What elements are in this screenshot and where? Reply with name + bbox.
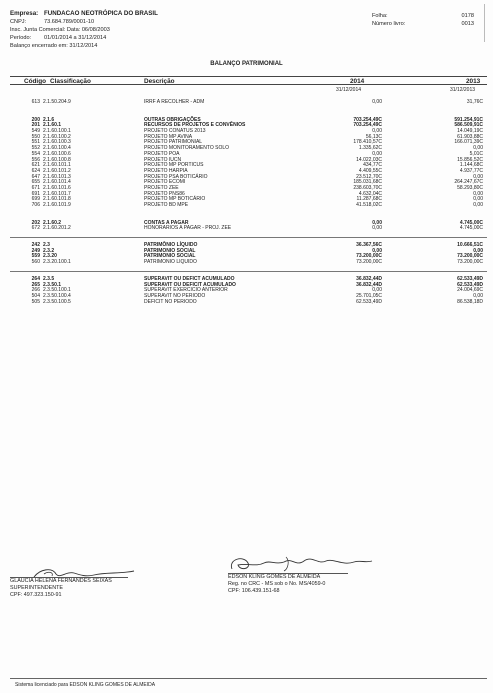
signer-right-reg: Reg. no CRC - MS sob o No. MS/4059-0 bbox=[228, 580, 326, 587]
signer-left-role: SUPERINTENDENTE bbox=[10, 584, 64, 591]
row-classification: 2.1.60.100.2 bbox=[43, 133, 71, 140]
row-description: PROJETO PNS86 bbox=[144, 190, 185, 197]
row-value-2014: 14.022,03C bbox=[356, 156, 382, 163]
row-value-2013: 31,76C bbox=[466, 99, 483, 105]
row-description: PATRIMONIO SOCIAL bbox=[144, 253, 196, 260]
date-2014: 31/12/2014 bbox=[336, 87, 362, 93]
folha-label: Folha: bbox=[372, 13, 388, 19]
row-value-2013: 73.200,00C bbox=[457, 259, 483, 266]
row-description: PROJETO ZEE bbox=[144, 184, 179, 191]
row-description: PROJETO POA bbox=[144, 150, 180, 157]
row-value-2014: 36.832,44D bbox=[356, 281, 382, 288]
row-value-2014: 0,00 bbox=[372, 128, 382, 135]
livro-label: Número livro: bbox=[372, 21, 406, 27]
row-value-2014: 41.518,02C bbox=[356, 202, 382, 208]
table-header bbox=[10, 76, 487, 85]
row-code: 699 bbox=[31, 196, 40, 203]
balanco-text: Balanço encerrado em: 31/12/2014 bbox=[10, 43, 98, 49]
row-classification: 2.1.60.101.7 bbox=[43, 190, 71, 197]
row-classification: 2.1.60.101.6 bbox=[43, 184, 71, 191]
row-classification: 2.3.20.100.1 bbox=[43, 259, 71, 266]
row-value-2014: 703.254,49C bbox=[353, 116, 382, 123]
row-classification: 2.3.20 bbox=[43, 253, 57, 260]
row-value-2014: 4.632,04C bbox=[358, 190, 382, 197]
cnpj-value: 73.684.789/0001-10 bbox=[44, 19, 95, 25]
row-value-2014: 0,00 bbox=[372, 219, 382, 226]
row-classification: 2.3.5 bbox=[43, 275, 55, 282]
header-codigo: Código bbox=[24, 78, 47, 85]
row-code: 201 bbox=[31, 122, 40, 129]
row-description: PATRIMÔNIO LÍQUIDO bbox=[144, 242, 198, 249]
row-value-2014: 36.367,56C bbox=[356, 242, 382, 249]
row-code: 556 bbox=[31, 156, 40, 163]
row-code: 672 bbox=[31, 225, 40, 232]
row-classification: 2.1.60.1 bbox=[43, 122, 62, 129]
row-value-2013: 58.293,80C bbox=[457, 184, 483, 191]
row-value-2013: 1.144,68C bbox=[459, 162, 483, 169]
header-2014: 2014 bbox=[350, 78, 365, 85]
row-classification: 2.1.60.100.3 bbox=[43, 139, 71, 146]
row-code: 202 bbox=[31, 219, 40, 226]
row-code: 647 bbox=[31, 173, 40, 180]
row-description: PROJETO CONATUS 2013 bbox=[144, 128, 206, 135]
row-description: HONORARIOS A PAGAR - PROJ. ZEE bbox=[144, 225, 232, 232]
row-value-2014: 25.701,05C bbox=[356, 292, 382, 299]
folha-row bbox=[372, 12, 474, 20]
row-code: 624 bbox=[31, 167, 40, 174]
row-description: IRRF A RECOLHER - ADM bbox=[144, 99, 205, 105]
row-value-2014: 0,00 bbox=[372, 287, 382, 294]
row-value-2013: 61.903,88C bbox=[457, 133, 483, 140]
row-classification: 2.1.60.100.6 bbox=[43, 150, 71, 157]
row-code: 550 bbox=[31, 133, 40, 140]
row-code: 691 bbox=[31, 190, 40, 197]
folha-value: 0178 bbox=[461, 13, 474, 19]
row-classification: 2.1.60.100.8 bbox=[43, 156, 71, 163]
empresa-value: FUNDACAO NEOTRÓPICA DO BRASIL bbox=[44, 10, 158, 17]
row-description: PROJETO MP AVINA bbox=[144, 133, 193, 140]
row-description: CONTAS A PAGAR bbox=[144, 219, 189, 226]
row-spacer bbox=[10, 208, 487, 220]
row-classification: 2.1.60.101.2 bbox=[43, 167, 71, 174]
row-value-2013: 0,00 bbox=[473, 190, 483, 197]
table-row bbox=[10, 299, 487, 305]
row-code: 200 bbox=[31, 116, 40, 123]
row-description: PATRIMONIO LIQUIDO bbox=[144, 259, 197, 266]
row-value-2014: 73.200,00C bbox=[356, 259, 382, 266]
row-code: 505 bbox=[31, 298, 40, 305]
footer-divider bbox=[10, 678, 487, 679]
footer-text: Sistema licenciado para EDSON KLING GOMES DE ALMEIDA bbox=[15, 682, 156, 688]
row-code: 264 bbox=[31, 275, 40, 282]
row-code: 559 bbox=[31, 253, 40, 260]
periodo-value: 01/01/2014 a 31/12/2014 bbox=[44, 35, 107, 41]
row-value-2013: 0,00 bbox=[473, 145, 483, 152]
row-description: PROJETO PSA BOTICÁRIO bbox=[144, 173, 208, 180]
row-code: 265 bbox=[31, 281, 40, 288]
row-spacer bbox=[10, 231, 487, 238]
row-value-2013: 10.666,51C bbox=[457, 242, 483, 249]
row-value-2014: 185.031,68C bbox=[353, 179, 382, 186]
row-code: 560 bbox=[31, 259, 40, 266]
row-value-2014: 0,00 bbox=[372, 150, 382, 157]
row-classification: 2.1.60.101.9 bbox=[43, 202, 71, 208]
row-description: PROJETO ECOMI bbox=[144, 179, 186, 186]
row-value-2013: 264.247,67C bbox=[454, 179, 483, 186]
row-value-2013: 15.856,52C bbox=[457, 156, 483, 163]
row-code: 504 bbox=[31, 292, 40, 299]
row-description: PROJETO IUCN bbox=[144, 156, 182, 163]
row-code: 671 bbox=[31, 184, 40, 191]
table-body bbox=[10, 99, 487, 304]
row-code: 266 bbox=[31, 287, 40, 294]
row-classification: 2.1.50.204.9 bbox=[43, 99, 71, 105]
row-classification: 2.1.60.2 bbox=[43, 219, 62, 226]
row-value-2014: 434,77C bbox=[363, 162, 382, 169]
row-description: DEFICIT NO PERIODO bbox=[144, 298, 197, 305]
row-classification: 2.3.50.1 bbox=[43, 281, 62, 288]
signer-left-cpf: CPF: 497.323.150-91 bbox=[10, 591, 62, 598]
row-value-2013: 5,01C bbox=[469, 150, 483, 157]
signer-right-cpf: CPF: 106.439.151-68 bbox=[228, 587, 280, 594]
row-classification: 2.1.60.101.1 bbox=[43, 162, 71, 169]
row-value-2013: 14.049,19C bbox=[457, 128, 483, 135]
row-classification: 2.3 bbox=[43, 242, 50, 249]
row-value-2014: 62.533,49D bbox=[356, 298, 382, 305]
row-spacer bbox=[10, 265, 487, 272]
row-value-2014: 11.287,68C bbox=[356, 196, 382, 203]
row-code: 655 bbox=[31, 179, 40, 186]
row-classification: 2.1.60.101.4 bbox=[43, 179, 71, 186]
row-description: SUPERAVIT NO PERIODO bbox=[144, 292, 206, 299]
livro-row bbox=[372, 20, 474, 28]
row-classification: 2.1.60.100.4 bbox=[43, 145, 71, 152]
row-code: 706 bbox=[31, 202, 40, 208]
row-value-2013: 4.745,00C bbox=[459, 225, 483, 232]
row-description: PROJETO MONITORAMENTO SOLO bbox=[144, 145, 230, 152]
row-classification: 2.3.2 bbox=[43, 247, 55, 254]
row-value-2014: 36.832,44D bbox=[356, 275, 382, 282]
row-value-2013: 0,00 bbox=[473, 196, 483, 203]
row-value-2013: 24.004,69C bbox=[457, 287, 483, 294]
row-description: PATRIMONIO SOCIAL bbox=[144, 247, 196, 254]
row-code: 549 bbox=[31, 128, 40, 135]
empresa-label: Empresa: bbox=[10, 10, 39, 17]
row-code: 552 bbox=[31, 145, 40, 152]
row-value-2013: 0,00 bbox=[473, 173, 483, 180]
row-classification: 2.3.50.100.1 bbox=[43, 287, 71, 294]
signature-right bbox=[228, 574, 325, 594]
balanco-row bbox=[10, 42, 485, 50]
row-value-2013: 0,00 bbox=[473, 292, 483, 299]
row-code: 242 bbox=[31, 242, 40, 249]
folha-header bbox=[372, 12, 474, 28]
row-description: SUPERAVIT OU DEFICIT ACUMULADO bbox=[144, 281, 236, 288]
row-description: SUPERAVIT OU DEFICT ACUMULADO bbox=[144, 275, 235, 282]
row-value-2014: 1.335,62C bbox=[358, 145, 382, 152]
row-value-2014: 178.410,57C bbox=[353, 139, 382, 146]
row-description: PROJETO BD MPE bbox=[144, 202, 189, 208]
row-classification: 2.1.6 bbox=[43, 116, 55, 123]
row-code: 613 bbox=[31, 99, 40, 105]
signer-left-name: GLAUCIA HELENA FERNANDES SEIXAS bbox=[10, 578, 112, 584]
row-value-2013: 62.533,49D bbox=[457, 275, 483, 282]
row-value-2014: 23.512,70C bbox=[356, 173, 382, 180]
row-description: OUTRAS OBRIGAÇÕES bbox=[144, 116, 201, 123]
row-value-2014: 0,00 bbox=[372, 99, 382, 105]
row-classification: 2.1.60.101.3 bbox=[43, 173, 71, 180]
row-description: PROJETO MP BOTICÁRIO bbox=[144, 196, 206, 203]
signer-right-name: EDSON KLING GOMES DE ALMEIDA bbox=[228, 574, 321, 580]
row-value-2013: 62.533,49D bbox=[457, 281, 483, 288]
periodo-label: Período: bbox=[10, 35, 32, 41]
row-value-2014: 4.409,55C bbox=[358, 167, 382, 174]
row-description: RECURSOS DE PROJETOS E CONVÊNIOS bbox=[144, 122, 246, 129]
row-value-2014: 0,00 bbox=[372, 225, 382, 232]
row-value-2013: 0,00 bbox=[473, 202, 483, 208]
signature-left bbox=[10, 578, 112, 598]
row-value-2013: 4.937,77C bbox=[459, 167, 483, 174]
row-value-2013: 591.254,91C bbox=[454, 116, 483, 123]
row-value-2013: 166.071,39C bbox=[454, 139, 483, 146]
date-2013: 31/12/2013 bbox=[450, 87, 476, 93]
row-description: SUPERAVIT EXERCICIO ANTERIOR bbox=[144, 287, 228, 294]
signature-right-icon bbox=[226, 553, 376, 575]
row-code: 554 bbox=[31, 150, 40, 157]
row-value-2014: 703.254,49C bbox=[353, 122, 382, 129]
row-value-2014: 0,00 bbox=[372, 247, 382, 254]
row-classification: 2.3.50.100.4 bbox=[43, 292, 71, 299]
junta-text: Insc. Junta Comercial: Data: 06/08/2003 bbox=[10, 27, 110, 33]
row-description: PROJETO MP PORTICUS bbox=[144, 162, 204, 169]
row-value-2013: 586.509,91C bbox=[454, 122, 483, 129]
row-classification: 2.1.60.101.8 bbox=[43, 196, 71, 203]
row-classification: 2.1.60.100.1 bbox=[43, 128, 71, 135]
row-code: 551 bbox=[31, 139, 40, 146]
row-code: 621 bbox=[31, 162, 40, 169]
row-description: PROJETO HARPIA bbox=[144, 167, 188, 174]
row-spacer bbox=[10, 105, 487, 117]
row-value-2013: 0,00 bbox=[473, 247, 483, 254]
periodo-row bbox=[10, 34, 485, 42]
livro-value: 0013 bbox=[461, 21, 474, 27]
cnpj-label: CNPJ: bbox=[10, 19, 27, 25]
page-title: BALANÇO PATRIMONIAL bbox=[210, 61, 283, 67]
header-2013: 2013 bbox=[466, 78, 481, 85]
row-description: PROJETO PATRIMONIAL bbox=[144, 139, 203, 146]
row-code: 249 bbox=[31, 247, 40, 254]
header-descricao: Descrição bbox=[144, 78, 175, 85]
row-value-2014: 73.200,00C bbox=[356, 253, 382, 260]
row-value-2014: 56,13C bbox=[365, 133, 382, 140]
row-value-2014: 238.603,70C bbox=[353, 184, 382, 191]
row-value-2013: 73.200,00C bbox=[457, 253, 483, 260]
row-classification: 2.1.60.201.2 bbox=[43, 225, 71, 232]
header-classificacao: Classificação bbox=[50, 78, 91, 85]
row-classification: 2.3.50.100.5 bbox=[43, 298, 71, 305]
row-value-2013: 4.745,00C bbox=[459, 219, 483, 226]
row-value-2013: 86.538,18D bbox=[457, 298, 483, 305]
